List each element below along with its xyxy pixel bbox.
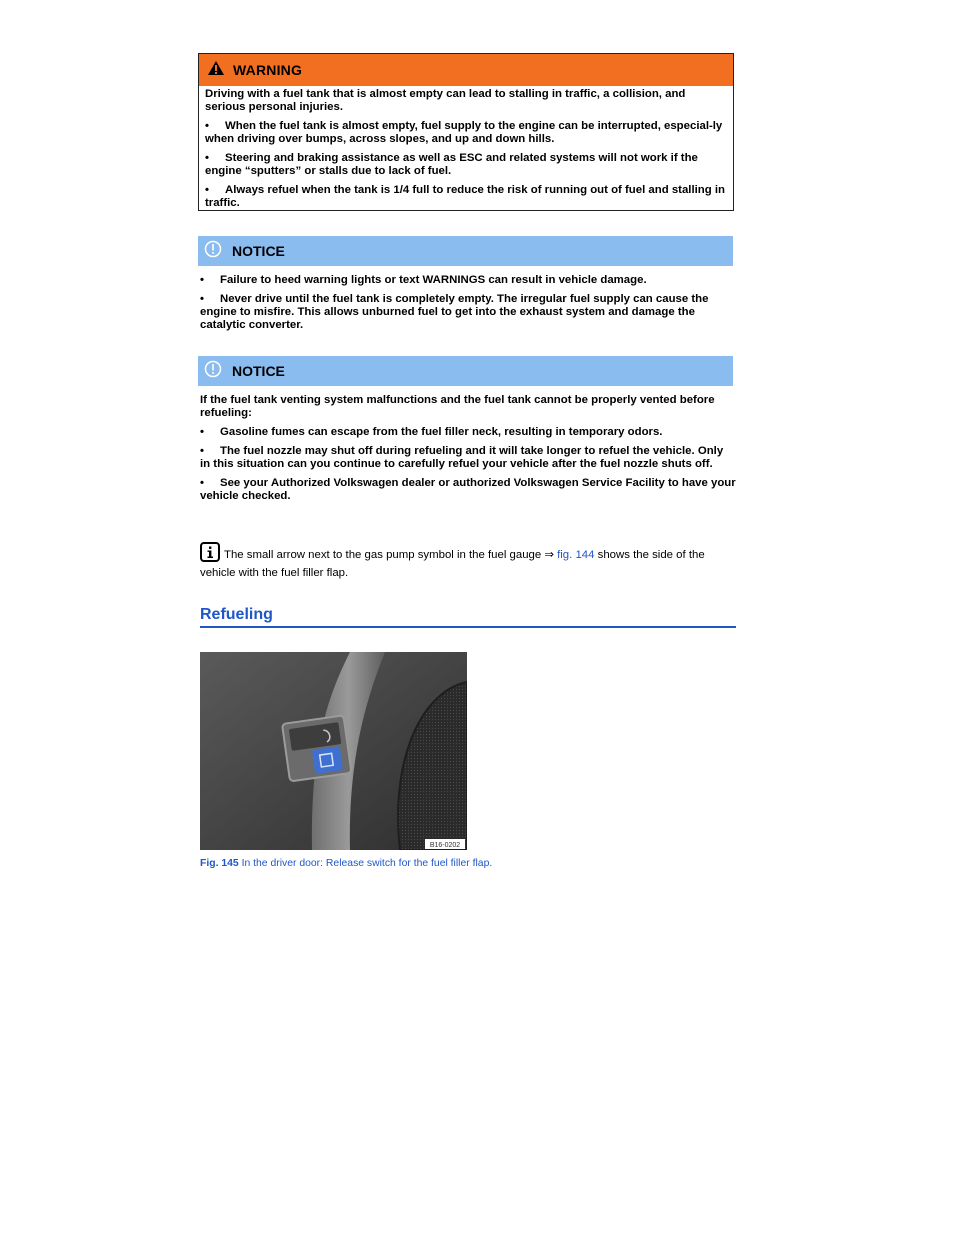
- note-text-after: shows the side of the vehicle with the fuel filler flap.: [200, 549, 705, 579]
- notice-item: • Gasoline fumes can escape from the fuel filler neck, resulting in temporary odors.: [200, 426, 663, 438]
- warning-header: [199, 54, 733, 86]
- warning-title: WARNING: [233, 62, 303, 78]
- notice-section-2: [198, 356, 736, 509]
- notice-intro: If the fuel tank venting system malfunctions and the fuel tank cannot be properly vented before refueling:: [200, 394, 715, 419]
- figure-caption: [200, 858, 492, 869]
- warning-box: [198, 53, 734, 211]
- notice-title: NOTICE: [232, 363, 285, 379]
- warning-item: • Steering and braking assistance as well as ESC and related systems will not work if the engine “sputters” or stalls due to lack of fuel.: [205, 152, 698, 177]
- exclamation-circle-icon: [204, 360, 222, 383]
- figure-image: [200, 652, 467, 850]
- info-note: [200, 542, 734, 580]
- notice-item: • The fuel nozzle may shut off during refueling and it will take longer to refuel the vehicle. Only in this situation can you continue to carefully refuel your vehicle after the fuel nozzle shuts off.: [200, 445, 724, 470]
- warning-triangle-icon: [207, 60, 225, 81]
- notice-body: [198, 394, 736, 503]
- exclamation-circle-icon: [204, 240, 222, 263]
- info-icon: [200, 542, 220, 566]
- notice-item: • Never drive until the fuel tank is completely empty. The irregular fuel supply can cause the engine to misfire. This allows unburned fuel to get into the exhaust system and damage the catalytic converter.: [200, 293, 709, 331]
- notice-section-1: [198, 236, 736, 338]
- warning-item: • Always refuel when the tank is 1/4 full to reduce the risk of running out of fuel and stalling in traffic.: [205, 184, 725, 209]
- warning-body: [199, 86, 733, 210]
- notice-item: • Failure to heed warning lights or text WARNINGS can result in vehicle damage.: [200, 274, 647, 286]
- notice-item: • See your Authorized Volkswagen dealer or authorized Volkswagen Service Facility to have your vehicle checked.: [200, 477, 736, 502]
- fig-144-link[interactable]: fig. 144: [557, 549, 595, 561]
- notice-title: NOTICE: [232, 243, 285, 259]
- figure-code: B16-0202: [429, 842, 461, 849]
- figure-label: Fig. 145: [200, 858, 239, 869]
- figure-caption-text: In the driver door: Release switch for the fuel filler flap.: [241, 858, 493, 869]
- warning-item: • When the fuel tank is almost empty, fuel supply to the engine can be interrupted, especial-ly when driving over bumps, across slopes, and up and down hills.: [205, 120, 723, 145]
- note-text-before: The small arrow next to the gas pump symbol in the fuel gauge ⇒: [224, 549, 554, 561]
- notice-body: [198, 274, 736, 332]
- notice-header: [198, 236, 733, 266]
- warning-intro: Driving with a fuel tank that is almost empty can lead to stalling in traffic, a collision, and serious personal injuries.: [205, 88, 686, 113]
- notice-header: [198, 356, 733, 386]
- section-heading: Refueling: [200, 606, 736, 628]
